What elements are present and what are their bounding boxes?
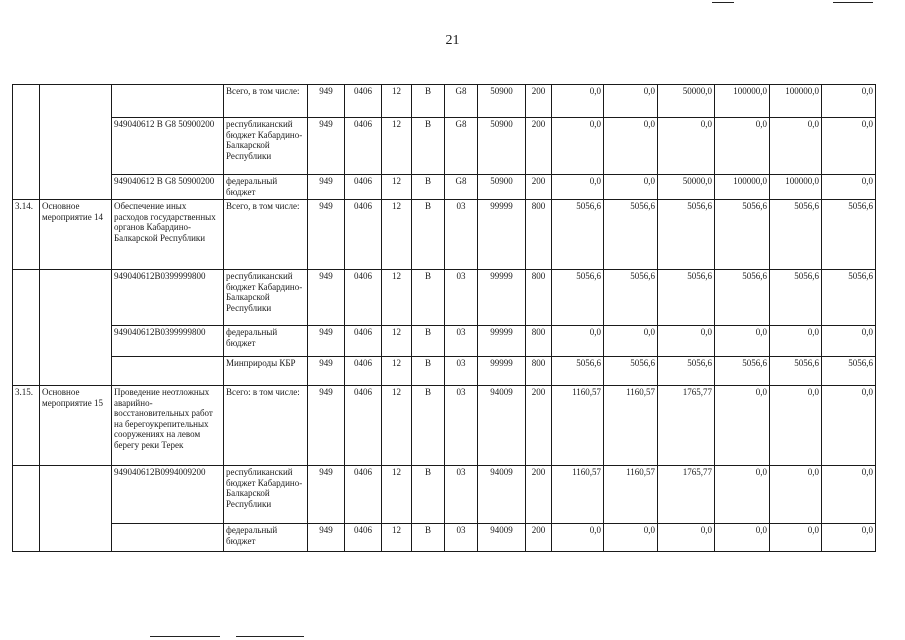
cell-event: Основное мероприятие 14	[40, 200, 112, 270]
cell-rzpr: 0406	[345, 326, 382, 357]
cell-year-4: 5056,6	[715, 200, 770, 270]
cell-year-5: 0,0	[770, 524, 822, 552]
cell-source: республиканский бюджет Кабардино-Балкарской Республики	[224, 270, 308, 326]
cell-event	[40, 85, 112, 200]
cell-year-2: 0,0	[604, 118, 658, 175]
cell-year-1: 5056,6	[552, 357, 604, 386]
cell-program: 12	[382, 357, 412, 386]
cell-code: 949040612В0399999800	[112, 270, 224, 326]
cell-vr: 200	[526, 175, 552, 200]
cell-direction: 50900	[478, 85, 526, 118]
table-row	[13, 386, 876, 466]
cell-direction: 99999	[478, 326, 526, 357]
cell-year-5: 0,0	[770, 466, 822, 524]
cell-grbs: 949	[308, 386, 345, 466]
budget-table	[12, 84, 876, 552]
cell-year-4: 0,0	[715, 326, 770, 357]
cell-year-3: 0,0	[658, 524, 715, 552]
cell-event-code: 03	[445, 326, 478, 357]
cell-year-3: 0,0	[658, 118, 715, 175]
cell-source: Всего, в том числе:	[224, 85, 308, 118]
cell-rzpr: 0406	[345, 85, 382, 118]
cell-event-code: 03	[445, 357, 478, 386]
cell-vr: 800	[526, 326, 552, 357]
cell-event: Основное мероприятие 15	[40, 386, 112, 466]
scan-mark	[833, 2, 873, 3]
cell-year-1: 0,0	[552, 524, 604, 552]
cell-year-3: 5056,6	[658, 357, 715, 386]
cell-number	[13, 466, 40, 552]
cell-year-3: 5056,6	[658, 200, 715, 270]
cell-grbs: 949	[308, 118, 345, 175]
cell-event-code: G8	[445, 118, 478, 175]
cell-year-2: 0,0	[604, 85, 658, 118]
cell-year-6: 0,0	[822, 326, 876, 357]
cell-year-6: 0,0	[822, 386, 876, 466]
cell-year-2: 5056,6	[604, 357, 658, 386]
cell-year-5: 5056,6	[770, 200, 822, 270]
cell-year-6: 5056,6	[822, 200, 876, 270]
table-row	[13, 357, 876, 386]
cell-rzpr: 0406	[345, 175, 382, 200]
cell-grbs: 949	[308, 326, 345, 357]
cell-source: Всего: в том числе:	[224, 386, 308, 466]
cell-rzpr: 0406	[345, 270, 382, 326]
cell-program: 12	[382, 85, 412, 118]
cell-source: республиканский бюджет Кабардино-Балкарской Республики	[224, 118, 308, 175]
cell-direction: 99999	[478, 200, 526, 270]
cell-year-4: 0,0	[715, 524, 770, 552]
cell-program: 12	[382, 118, 412, 175]
page-number: 21	[445, 33, 460, 48]
cell-year-4: 100000,0	[715, 175, 770, 200]
cell-vr: 200	[526, 85, 552, 118]
cell-subprogram: В	[412, 85, 445, 118]
cell-subprogram: В	[412, 200, 445, 270]
cell-source: федеральный бюджет	[224, 326, 308, 357]
table-row	[13, 118, 876, 175]
cell-year-1: 1160,57	[552, 466, 604, 524]
cell-event-code: 03	[445, 466, 478, 524]
cell-year-6: 0,0	[822, 524, 876, 552]
cell-grbs: 949	[308, 85, 345, 118]
cell-event-code: 03	[445, 524, 478, 552]
cell-year-2: 1160,57	[604, 386, 658, 466]
cell-grbs: 949	[308, 270, 345, 326]
cell-source: Всего, в том числе:	[224, 200, 308, 270]
cell-year-1: 0,0	[552, 175, 604, 200]
cell-year-6: 0,0	[822, 85, 876, 118]
cell-rzpr: 0406	[345, 386, 382, 466]
cell-year-3: 50000,0	[658, 175, 715, 200]
cell-year-2: 5056,6	[604, 270, 658, 326]
cell-vr: 200	[526, 118, 552, 175]
cell-year-5: 100000,0	[770, 85, 822, 118]
cell-year-4: 5056,6	[715, 357, 770, 386]
cell-year-3: 50000,0	[658, 85, 715, 118]
cell-year-3: 1765,77	[658, 466, 715, 524]
cell-subprogram: В	[412, 357, 445, 386]
cell-code: 949040612 В G8 50900200	[112, 118, 224, 175]
cell-grbs: 949	[308, 175, 345, 200]
cell-direction: 94009	[478, 524, 526, 552]
table-row	[13, 326, 876, 357]
cell-direction: 99999	[478, 357, 526, 386]
cell-year-6: 0,0	[822, 118, 876, 175]
cell-vr: 800	[526, 200, 552, 270]
cell-subprogram: В	[412, 524, 445, 552]
cell-code	[112, 85, 224, 118]
cell-year-2: 0,0	[604, 326, 658, 357]
cell-year-2: 1160,57	[604, 466, 658, 524]
cell-year-2: 0,0	[604, 524, 658, 552]
cell-source: Минприроды КБР	[224, 357, 308, 386]
cell-program: 12	[382, 326, 412, 357]
cell-year-1: 5056,6	[552, 200, 604, 270]
cell-direction: 50900	[478, 118, 526, 175]
table-body	[13, 85, 876, 552]
cell-year-5: 0,0	[770, 118, 822, 175]
cell-year-4: 100000,0	[715, 85, 770, 118]
cell-year-6: 0,0	[822, 175, 876, 200]
cell-year-5: 0,0	[770, 326, 822, 357]
cell-event-code: 03	[445, 386, 478, 466]
cell-program: 12	[382, 270, 412, 326]
cell-vr: 200	[526, 386, 552, 466]
cell-grbs: 949	[308, 200, 345, 270]
cell-code: 949040612 В G8 50900200	[112, 175, 224, 200]
cell-year-3: 1765,77	[658, 386, 715, 466]
scan-mark	[712, 2, 734, 3]
cell-number	[13, 270, 40, 386]
cell-subprogram: В	[412, 466, 445, 524]
cell-year-2: 5056,6	[604, 200, 658, 270]
cell-rzpr: 0406	[345, 466, 382, 524]
cell-year-1: 0,0	[552, 118, 604, 175]
cell-rzpr: 0406	[345, 200, 382, 270]
cell-direction: 99999	[478, 270, 526, 326]
cell-grbs: 949	[308, 466, 345, 524]
cell-direction: 50900	[478, 175, 526, 200]
cell-event	[40, 466, 112, 552]
cell-year-4: 0,0	[715, 466, 770, 524]
cell-grbs: 949	[308, 524, 345, 552]
cell-subprogram: В	[412, 386, 445, 466]
cell-code: Проведение неотложных аварийно-восстановительных работ на берегоукрепительных сооружениях на левом берегу реки Терек	[112, 386, 224, 466]
scan-mark	[236, 636, 304, 637]
cell-event-code: 03	[445, 200, 478, 270]
cell-year-6: 0,0	[822, 466, 876, 524]
table-row	[13, 175, 876, 200]
cell-subprogram: В	[412, 326, 445, 357]
cell-number: 3.14.	[13, 200, 40, 270]
cell-subprogram: В	[412, 270, 445, 326]
cell-year-1: 5056,6	[552, 270, 604, 326]
cell-code: 949040612В0399999800	[112, 326, 224, 357]
table-row	[13, 270, 876, 326]
cell-year-1: 0,0	[552, 326, 604, 357]
cell-event-code: G8	[445, 85, 478, 118]
cell-grbs: 949	[308, 357, 345, 386]
cell-rzpr: 0406	[345, 118, 382, 175]
cell-program: 12	[382, 466, 412, 524]
table-row	[13, 524, 876, 552]
table-row	[13, 85, 876, 118]
cell-source: федеральный бюджет	[224, 175, 308, 200]
cell-year-3: 5056,6	[658, 270, 715, 326]
cell-rzpr: 0406	[345, 524, 382, 552]
cell-year-5: 5056,6	[770, 270, 822, 326]
cell-code: 949040612В0994009200	[112, 466, 224, 524]
cell-year-1: 1160,57	[552, 386, 604, 466]
table-row	[13, 466, 876, 524]
cell-source: федеральный бюджет	[224, 524, 308, 552]
cell-program: 12	[382, 175, 412, 200]
table-row	[13, 200, 876, 270]
cell-year-4: 5056,6	[715, 270, 770, 326]
cell-vr: 200	[526, 524, 552, 552]
cell-year-5: 0,0	[770, 386, 822, 466]
cell-subprogram: В	[412, 175, 445, 200]
cell-event-code: G8	[445, 175, 478, 200]
cell-year-6: 5056,6	[822, 357, 876, 386]
cell-vr: 800	[526, 270, 552, 326]
cell-year-4: 0,0	[715, 118, 770, 175]
scan-mark	[150, 636, 220, 637]
cell-event-code: 03	[445, 270, 478, 326]
cell-year-1: 0,0	[552, 85, 604, 118]
cell-year-3: 0,0	[658, 326, 715, 357]
cell-year-5: 100000,0	[770, 175, 822, 200]
cell-rzpr: 0406	[345, 357, 382, 386]
cell-source: республиканский бюджет Кабардино-Балкарской Республики	[224, 466, 308, 524]
cell-year-6: 5056,6	[822, 270, 876, 326]
cell-year-5: 5056,6	[770, 357, 822, 386]
cell-subprogram: В	[412, 118, 445, 175]
cell-number	[13, 85, 40, 200]
cell-program: 12	[382, 200, 412, 270]
cell-year-4: 0,0	[715, 386, 770, 466]
cell-vr: 800	[526, 357, 552, 386]
cell-code	[112, 524, 224, 552]
cell-direction: 94009	[478, 386, 526, 466]
cell-number: 3.15.	[13, 386, 40, 466]
cell-direction: 94009	[478, 466, 526, 524]
cell-vr: 200	[526, 466, 552, 524]
cell-program: 12	[382, 386, 412, 466]
cell-year-2: 0,0	[604, 175, 658, 200]
cell-code	[112, 357, 224, 386]
cell-code: Обеспечение иных расходов государственных органов Кабардино-Балкарской Республики	[112, 200, 224, 270]
cell-event	[40, 270, 112, 386]
cell-program: 12	[382, 524, 412, 552]
